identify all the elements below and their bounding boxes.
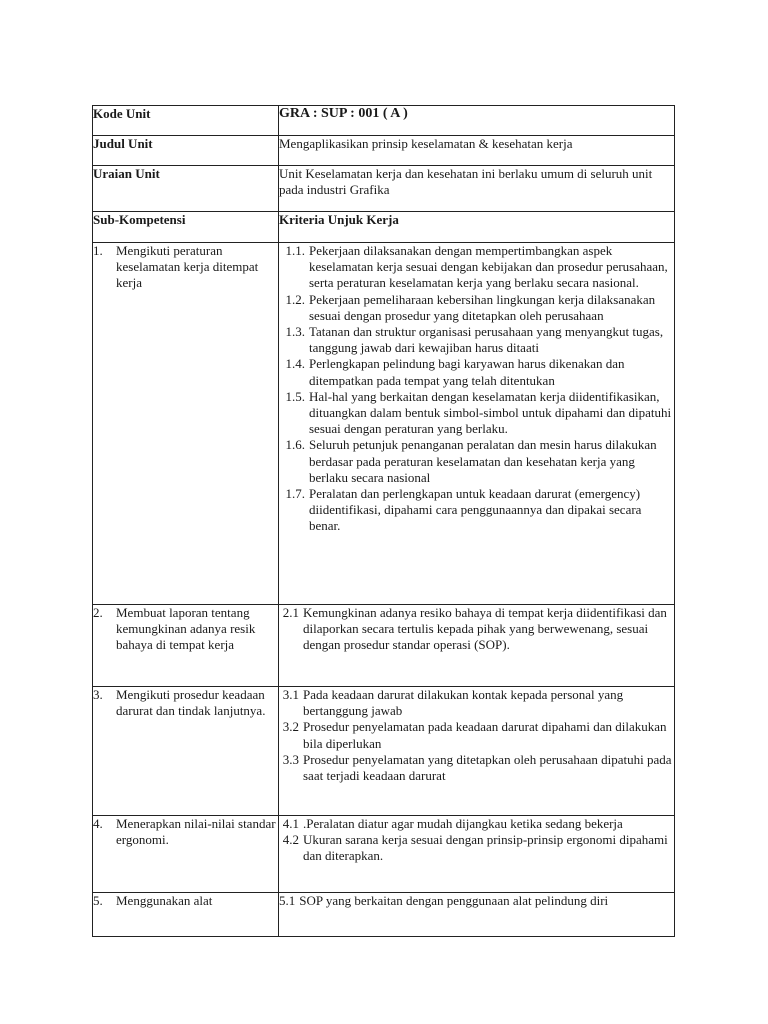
judul-unit-value: Mengaplikasikan prinsip keselamatan & kesehatan kerja xyxy=(279,136,675,166)
kode-unit-row xyxy=(93,106,675,136)
criteria-text: Perlengkapan pelindung bagi karyawan harus dikenakan dan ditempatkan pada tempat yang telah ditentukan xyxy=(309,356,625,388)
criteria-number: 1.3. xyxy=(285,324,305,340)
criteria-text: Pekerjaan dilaksanakan dengan mempertimbangkan aspek keselamatan kerja sesuai dengan kebijakan dan prosedur perusahaan, serta peraturan keselamatan kerja yang berlaku secara nasional. xyxy=(309,243,668,291)
criteria-item xyxy=(279,687,674,719)
sub-competency-text: Menggunakan alat xyxy=(116,893,213,908)
criteria-number: 5.1 xyxy=(279,893,296,908)
criteria-number: 1.7. xyxy=(285,486,305,502)
kode-unit-label: Kode Unit xyxy=(93,106,279,136)
criteria-item xyxy=(279,486,674,535)
sub-kompetensi-header: Sub-Kompetensi xyxy=(93,212,279,243)
sub-number: 4. xyxy=(93,816,103,831)
criteria-text: Pada keadaan darurat dilakukan kontak kepada personal yang bertanggung jawab xyxy=(303,687,624,719)
sub-competency-text: Mengikuti peraturan keselamatan kerja ditempat kerja xyxy=(116,243,259,291)
criteria-item xyxy=(279,389,674,438)
criteria-item xyxy=(279,437,674,486)
criteria-text: Ukuran sarana kerja sesuai dengan prinsip-prinsip ergonomi dipahami dan diterapkan. xyxy=(303,832,668,864)
criteria-number: 3.1 xyxy=(282,687,299,702)
sub-competency-text: Membuat laporan tentang kemungkinan adanya resik bahaya di tempat kerja xyxy=(116,605,256,653)
criteria-text: Prosedur penyelamatan yang ditetapkan oleh perusahaan dipatuhi pada saat terjadi keadaan darurat xyxy=(303,751,672,784)
competency-row-2 xyxy=(93,605,675,687)
sub-number: 1. xyxy=(93,243,103,258)
criteria-item xyxy=(279,243,674,292)
criteria-number: 1.6. xyxy=(285,437,305,453)
criteria-item xyxy=(279,292,674,324)
sub-competency-text: Mengikuti prosedur keadaan darurat dan tindak lanjutnya. xyxy=(116,687,266,719)
column-header-row xyxy=(93,212,675,243)
criteria-text: Pekerjaan pemeliharaan kebersihan lingkungan kerja dilaksanakan sesuai dengan prosedur yang ditetapkan oleh perusahaan xyxy=(309,291,656,323)
criteria-list xyxy=(279,893,674,909)
criteria-list xyxy=(279,816,674,865)
criteria-text: Tatanan dan struktur organisasi perusahaan yang menyangkut tugas, tanggung jawab dari kewajiban harus ditaati xyxy=(309,324,664,356)
criteria-number: 4.1 xyxy=(282,816,299,831)
criteria-text: Prosedur penyelamatan pada keadaan darurat dipahami dan dilakukan bila diperlukan xyxy=(303,719,667,751)
competency-row-4 xyxy=(93,816,675,893)
criteria-number: 3.2 xyxy=(282,719,299,735)
kode-unit-value: GRA : SUP : 001 ( A ) xyxy=(279,106,675,136)
criteria-text: Peralatan dan perlengkapan untuk keadaan darurat (emergency) diidentifikasi, dipahami cara penggunaannya dan dipakai secara benar. xyxy=(309,486,642,534)
criteria-text: Hal-hal yang berkaitan dengan keselamatan kerja diidentifikasikan, dituangkan dalam bentuk simbol-simbol untuk dipahami dan dipatuhi sesuai dengan peraturan yang berlaku. xyxy=(309,388,672,437)
competency-row-3 xyxy=(93,687,675,816)
sub-number: 3. xyxy=(93,687,103,702)
kriteria-header: Kriteria Unjuk Kerja xyxy=(279,212,675,243)
criteria-number: 4.2 xyxy=(282,832,299,848)
competency-row-1 xyxy=(93,243,675,605)
criteria-text: .Peralatan diatur agar mudah dijangkau ketika sedang bekerja xyxy=(303,816,623,831)
sub-number: 5. xyxy=(93,893,103,908)
sub-competency-text: Menerapkan nilai-nilai standar ergonomi. xyxy=(116,816,276,848)
criteria-text: Seluruh petunjuk penanganan peralatan dan mesin harus dilakukan berdasar pada peraturan keselamatan dan kesehatan kerja yang berlaku secara nasional xyxy=(309,437,657,485)
judul-unit-row xyxy=(93,136,675,166)
criteria-item xyxy=(279,752,674,784)
criteria-item xyxy=(279,893,674,909)
criteria-list xyxy=(279,687,674,784)
criteria-item xyxy=(279,719,674,751)
document-page xyxy=(92,105,674,937)
sub-number: 2. xyxy=(93,605,103,620)
criteria-item xyxy=(279,816,674,832)
criteria-item xyxy=(279,356,674,388)
uraian-unit-row xyxy=(93,166,675,212)
criteria-item xyxy=(279,605,674,654)
criteria-number: 3.3 xyxy=(282,751,299,767)
uraian-unit-label: Uraian Unit xyxy=(93,166,279,212)
criteria-number: 1.1. xyxy=(285,243,305,258)
unit-competency-table xyxy=(92,105,675,937)
criteria-number: 1.5. xyxy=(285,388,305,404)
judul-unit-label: Judul Unit xyxy=(93,136,279,166)
competency-row-5 xyxy=(93,893,675,937)
criteria-list xyxy=(279,243,674,535)
criteria-number: 1.4. xyxy=(285,356,305,372)
criteria-list xyxy=(279,605,674,654)
criteria-number: 2.1 xyxy=(282,605,299,620)
criteria-text: SOP yang berkaitan dengan penggunaan alat pelindung diri xyxy=(299,893,609,908)
criteria-text: Kemungkinan adanya resiko bahaya di tempat kerja diidentifikasi dan dilaporkan secara tertulis kepada pihak yang berwewenang, sesuai dengan prosedur standar operasi (SOP). xyxy=(303,605,667,653)
criteria-item xyxy=(279,832,674,864)
criteria-number: 1.2. xyxy=(285,291,305,307)
uraian-unit-value: Unit Keselamatan kerja dan kesehatan ini berlaku umum di seluruh unit pada industri Grafika xyxy=(279,166,675,212)
criteria-item xyxy=(279,324,674,356)
